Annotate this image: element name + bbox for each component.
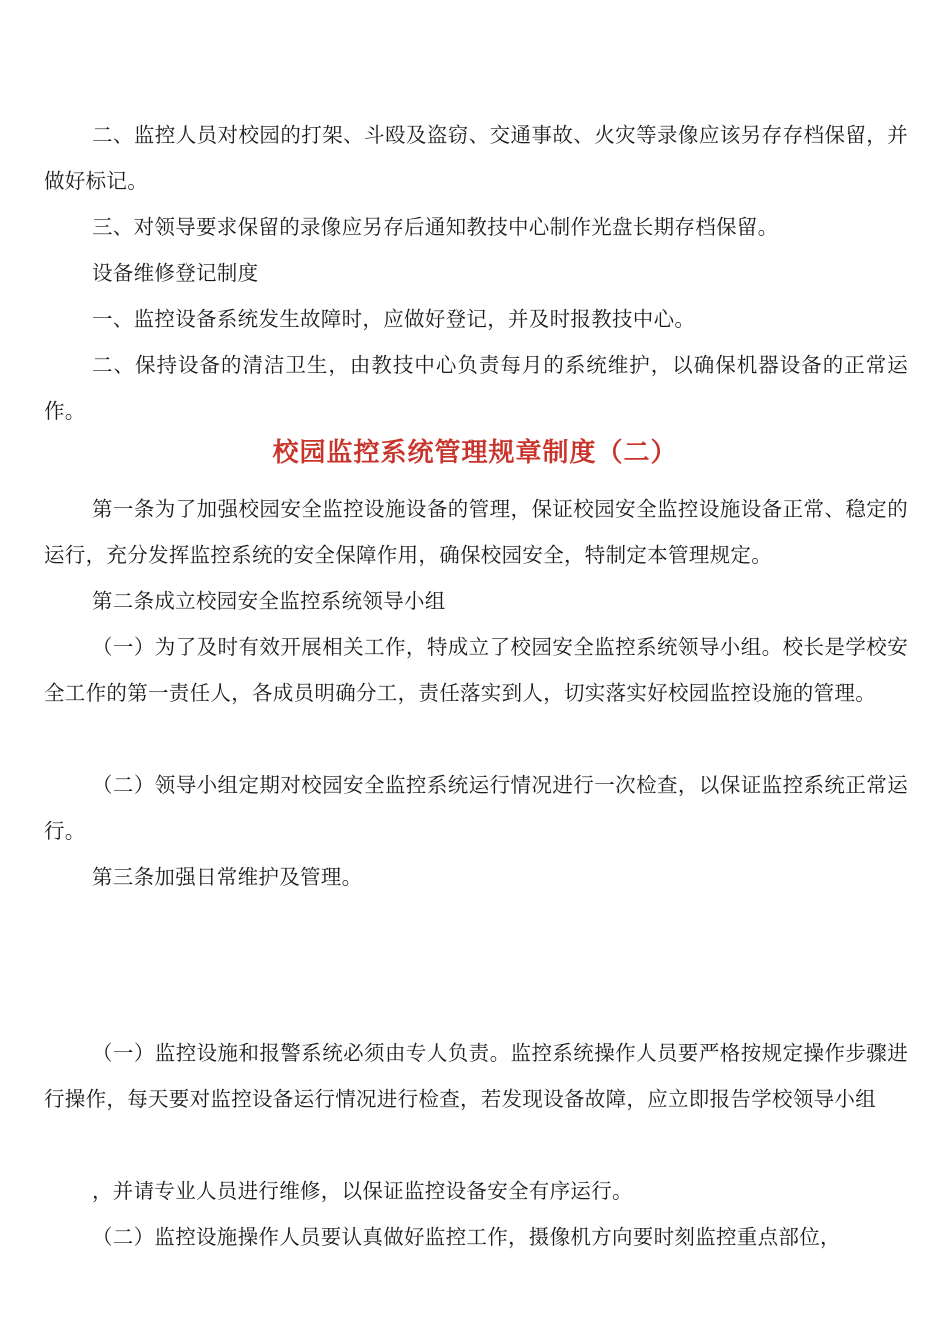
article-three-heading: 第三条加强日常维护及管理。 — [92, 865, 363, 889]
paragraph-archive-footage: 二、监控人员对校园的打架、斗殴及盗窃、交通事故、火灾等录像应该另存存档保留，并做好标记。 — [44, 123, 908, 193]
article-three-item-one-continued: ，并请专业人员进行维修，以保证监控设备安全有序运行。 — [92, 1179, 633, 1203]
article-one: 第一条为了加强校园安全监控设施设备的管理，保证校园安全监控设施设备正常、稳定的运行，充分发挥监控系统的安全保障作用，确保校园安全，特制定本管理规定。 — [44, 497, 908, 567]
document-title: 校园监控系统管理规章制度（二） — [272, 438, 678, 468]
article-two-item-one: （一）为了及时有效开展相关工作，特成立了校园安全监控系统领导小组。校长是学校安全工作的第一责任人，各成员明确分工，责任落实到人，切实落实好校园监控设施的管理。 — [44, 635, 908, 705]
paragraph-fault-registration: 一、监控设备系统发生故障时，应做好登记，并及时报教技中心。 — [92, 307, 696, 331]
section-heading-repair-registration: 设备维修登记制度 — [92, 261, 259, 285]
article-three-item-one: （一）监控设施和报警系统必须由专人负责。监控系统操作人员要严格按规定操作步骤进行操作，每天要对监控设备运行情况进行检查，若发现设备故障，应立即报告学校领导小组 — [44, 1041, 908, 1111]
article-two-item-two: （二）领导小组定期对校园安全监控系统运行情况进行一次检查，以保证监控系统正常运行。 — [44, 773, 908, 843]
article-three-item-two: （二）监控设施操作人员要认真做好监控工作，摄像机方向要时刻监控重点部位， — [92, 1225, 841, 1249]
paragraph-leader-retention: 三、对领导要求保留的录像应另存后通知教技中心制作光盘长期存档保留。 — [92, 215, 779, 239]
article-two-heading: 第二条成立校园安全监控系统领导小组 — [92, 589, 446, 613]
paragraph-equipment-cleaning: 二、保持设备的清洁卫生，由教技中心负责每月的系统维护，以确保机器设备的正常运作。 — [44, 353, 908, 423]
